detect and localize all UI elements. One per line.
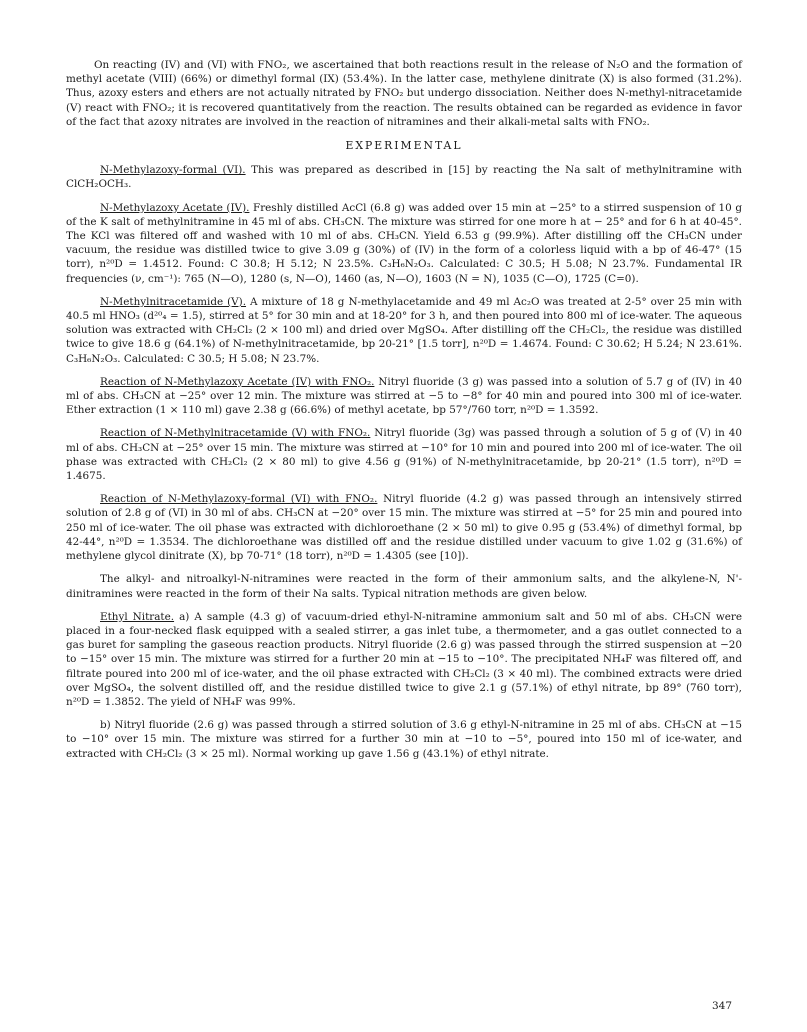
paragraph-reaction-vi [66,492,742,563]
article-page [66,58,742,770]
paragraph-ethyl-nitrate-b: b) Nitryl fluoride (2.6 g) was passed through a stirred solution of 3.6 g ethyl-N-nitramine in 25 ml of abs. CH₃CN at −15 to −10° over 15 min. The mixture was stirred for a further 30 min at −10 to −5°, poured into 150 ml of ice-water, and extracted with CH₂Cl₂ (3 × 25 ml). Normal working up gave 1.56 g (43.1%) of ethyl nitrate. [66,719,742,760]
paragraph-ethyl-nitrate-a [66,610,742,709]
paragraph-reaction-iv [66,375,742,418]
paragraph-title: Reaction of N-Methylnitracetamide (V) with FNO₂. [100,427,371,440]
paragraph-body: a) A sample (4.3 g) of vacuum-dried ethyl-N-nitramine ammonium salt and 50 ml of abs. CH₃CN were placed in a four-necked flask equipped with a sealed stirrer, a gas inlet tube, a thermometer, and a gas outlet connected to a gas buret for sampling the gaseous reaction products. Nitryl fluoride (2.6 g) was passed through the stirred suspension at −20 to −15° over 15 min. The mixture was stirred for a further 20 min at −15 to −10°. The precipitated NH₄F was filtered off, and filtrate poured into 200 ml of ice-water, and the oil phase extracted with CH₂Cl₂ (3 × 40 ml). The combined extracts were dried over MgSO₄, the solvent distilled off, and the residue distilled twice to give 2.1 g (57.1%) of ethyl nitrate, bp 89° (760 torr), n²⁰D = 1.3852. The yield of NH₄F was 99%. [66,610,742,708]
page-number: 347 [712,1000,733,1012]
paragraph-general: The alkyl- and nitroalkyl-N-nitramines were reacted in the form of their ammonium salts, and the alkylene-N, N'-dinitramines were reacted in the form of their Na salts. Typical nitration methods are given below. [66,573,742,600]
section-heading: EXPERIMENTAL [345,139,463,153]
paragraph-body: Nitryl fluoride (4.2 g) was passed through an intensively stirred solution of 2.8 g of (VI) in 30 ml of abs. CH₃CN at −20° over 15 min. The mixture was stirred at −5° for 25 min and poured into 250 ml of ice-water. The oil phase was extracted with dichloroethane (2 × 50 ml) to give 0.95 g (53.4%) of dimethyl formal, bp 42-44°, n²⁰D = 1.3534. The dichloroethane was distilled off and the residue distilled under vacuum to give 1.02 g (31.6%) of methylene glycol dinitrate (X), bp 70-71° (18 torr), n²⁰D = 1.4305 (see [10]). [66,493,742,563]
paragraph-title: Reaction of N-Methylazoxy-formal (VI) with FNO₂. [100,493,378,506]
paragraph-title: Ethyl Nitrate. [100,610,175,623]
paragraph-reaction-v [66,426,742,483]
paragraph-methylazoxy-formal [66,163,742,191]
paragraph-methylazoxy-acetate [66,201,742,286]
paragraph-body: This was prepared as described in [15] by reacting the Na salt of methylnitramine with ClCH₂OCH₃. [66,164,742,191]
paragraph-body: Nitryl fluoride (3g) was passed through a solution of 5 g of (V) in 40 ml of abs. CH₃CN at −25° over 15 min. The mixture was stirred at −10° for 10 min and poured into 200 ml of ice-water. The oil phase was extracted with CH₂Cl₂ (2 × 80 ml) to give 4.56 g (91%) of N-methylnitracetamide, bp 20-21° (1.5 torr), n²⁰D = 1.4675. [66,427,742,483]
paragraph-title: Reaction of N-Methylazoxy Acetate (IV) with FNO₂. [100,375,375,388]
paragraph-body: Nitryl fluoride (3 g) was passed into a solution of 5.7 g of (IV) in 40 ml of abs. CH₃CN at −25° over 12 min. The mixture was stirred at −5 to −8° for 40 min and poured into 300 ml of ice-water. Ether extraction (1 × 110 ml) gave 2.38 g (66.6%) of methyl acetate, bp 57°/760 torr, n²⁰D = 1.3592. [66,375,742,417]
paragraph-body: Freshly distilled AcCl (6.8 g) was added over 15 min at −25° to a stirred suspension of 10 g of the K salt of methylnitramine in 45 ml of abs. CH₃CN. The mixture was stirred for one more h at − 25° and for 6 h at 40-45°. The KCl was filtered off and washed with 10 ml of abs. CH₃CN. Yield 6.53 g (99.9%). After distilling off the CH₃CN under vacuum, the residue was distilled twice to give 3.09 g (30%) of (IV) in the form of a colorless liquid with a bp of 46-47° (15 torr), n²⁰D = 1.4512. Found: C 30.8; H 5.12; N 23.5%. C₃H₆N₂O₃. Calculated: C 30.5; H 5.08; N 23.7%. Fundamental IR frequencies (ν, cm⁻¹): 765 (N—O), 1280 (s, N—O), 1460 (as, N—O), 1603 (N = N), 1035 (C—O), 1725 (C=0). [66,201,742,285]
paragraph-methylnitracetamide [66,295,742,366]
paragraph-body: A mixture of 18 g N-methylacetamide and 49 ml Ac₂O was treated at 2-5° over 25 min with 40.5 ml HNO₃ (d²⁰₄ = 1.5), stirred at 5° for 30 min and at 18-20° for 3 h, and then poured into 800 ml of ice-water. The aqueous solution was extracted with CH₂Cl₂ (2 × 100 ml) and dried over MgSO₄. After distilling off the CH₂Cl₂, the residue was distilled twice to give 18.6 g (64.1%) of N-methylnitracetamide, bp 20-21° [1.5 torr], n²⁰D = 1.4674. Found: C 30.62; H 5.24; N 23.61%. C₃H₆N₂O₃. Calculated: C 30.5; H 5.08; N 23.7%. [66,295,742,365]
paragraph-title: N-Methylazoxy Acetate (IV). [100,201,250,214]
paragraph-title: N-Methylazoxy-formal (VI). [100,164,246,177]
intro-paragraph: On reacting (IV) and (VI) with FNO₂, we ascertained that both reactions result in the release of N₂O and the formation of methyl acetate (VIII) (66%) or dimethyl formal (IX) (53.4%). In the latter case, methylene dinitrate (X) is also formed (31.2%). Thus, azoxy esters and ethers are not actually nitrated by FNO₂ but undergo dissociation. Neither does N-methyl-nitracetamide (V) react with FNO₂; it is recovered quantitatively from the reaction. The results obtained can be regarded as evidence in favor of the fact that azoxy nitrates are involved in the reaction of nitramines and their alkali-metal salts with FNO₂. [66,59,742,128]
paragraph-title: N-Methylnitracetamide (V). [100,295,247,308]
